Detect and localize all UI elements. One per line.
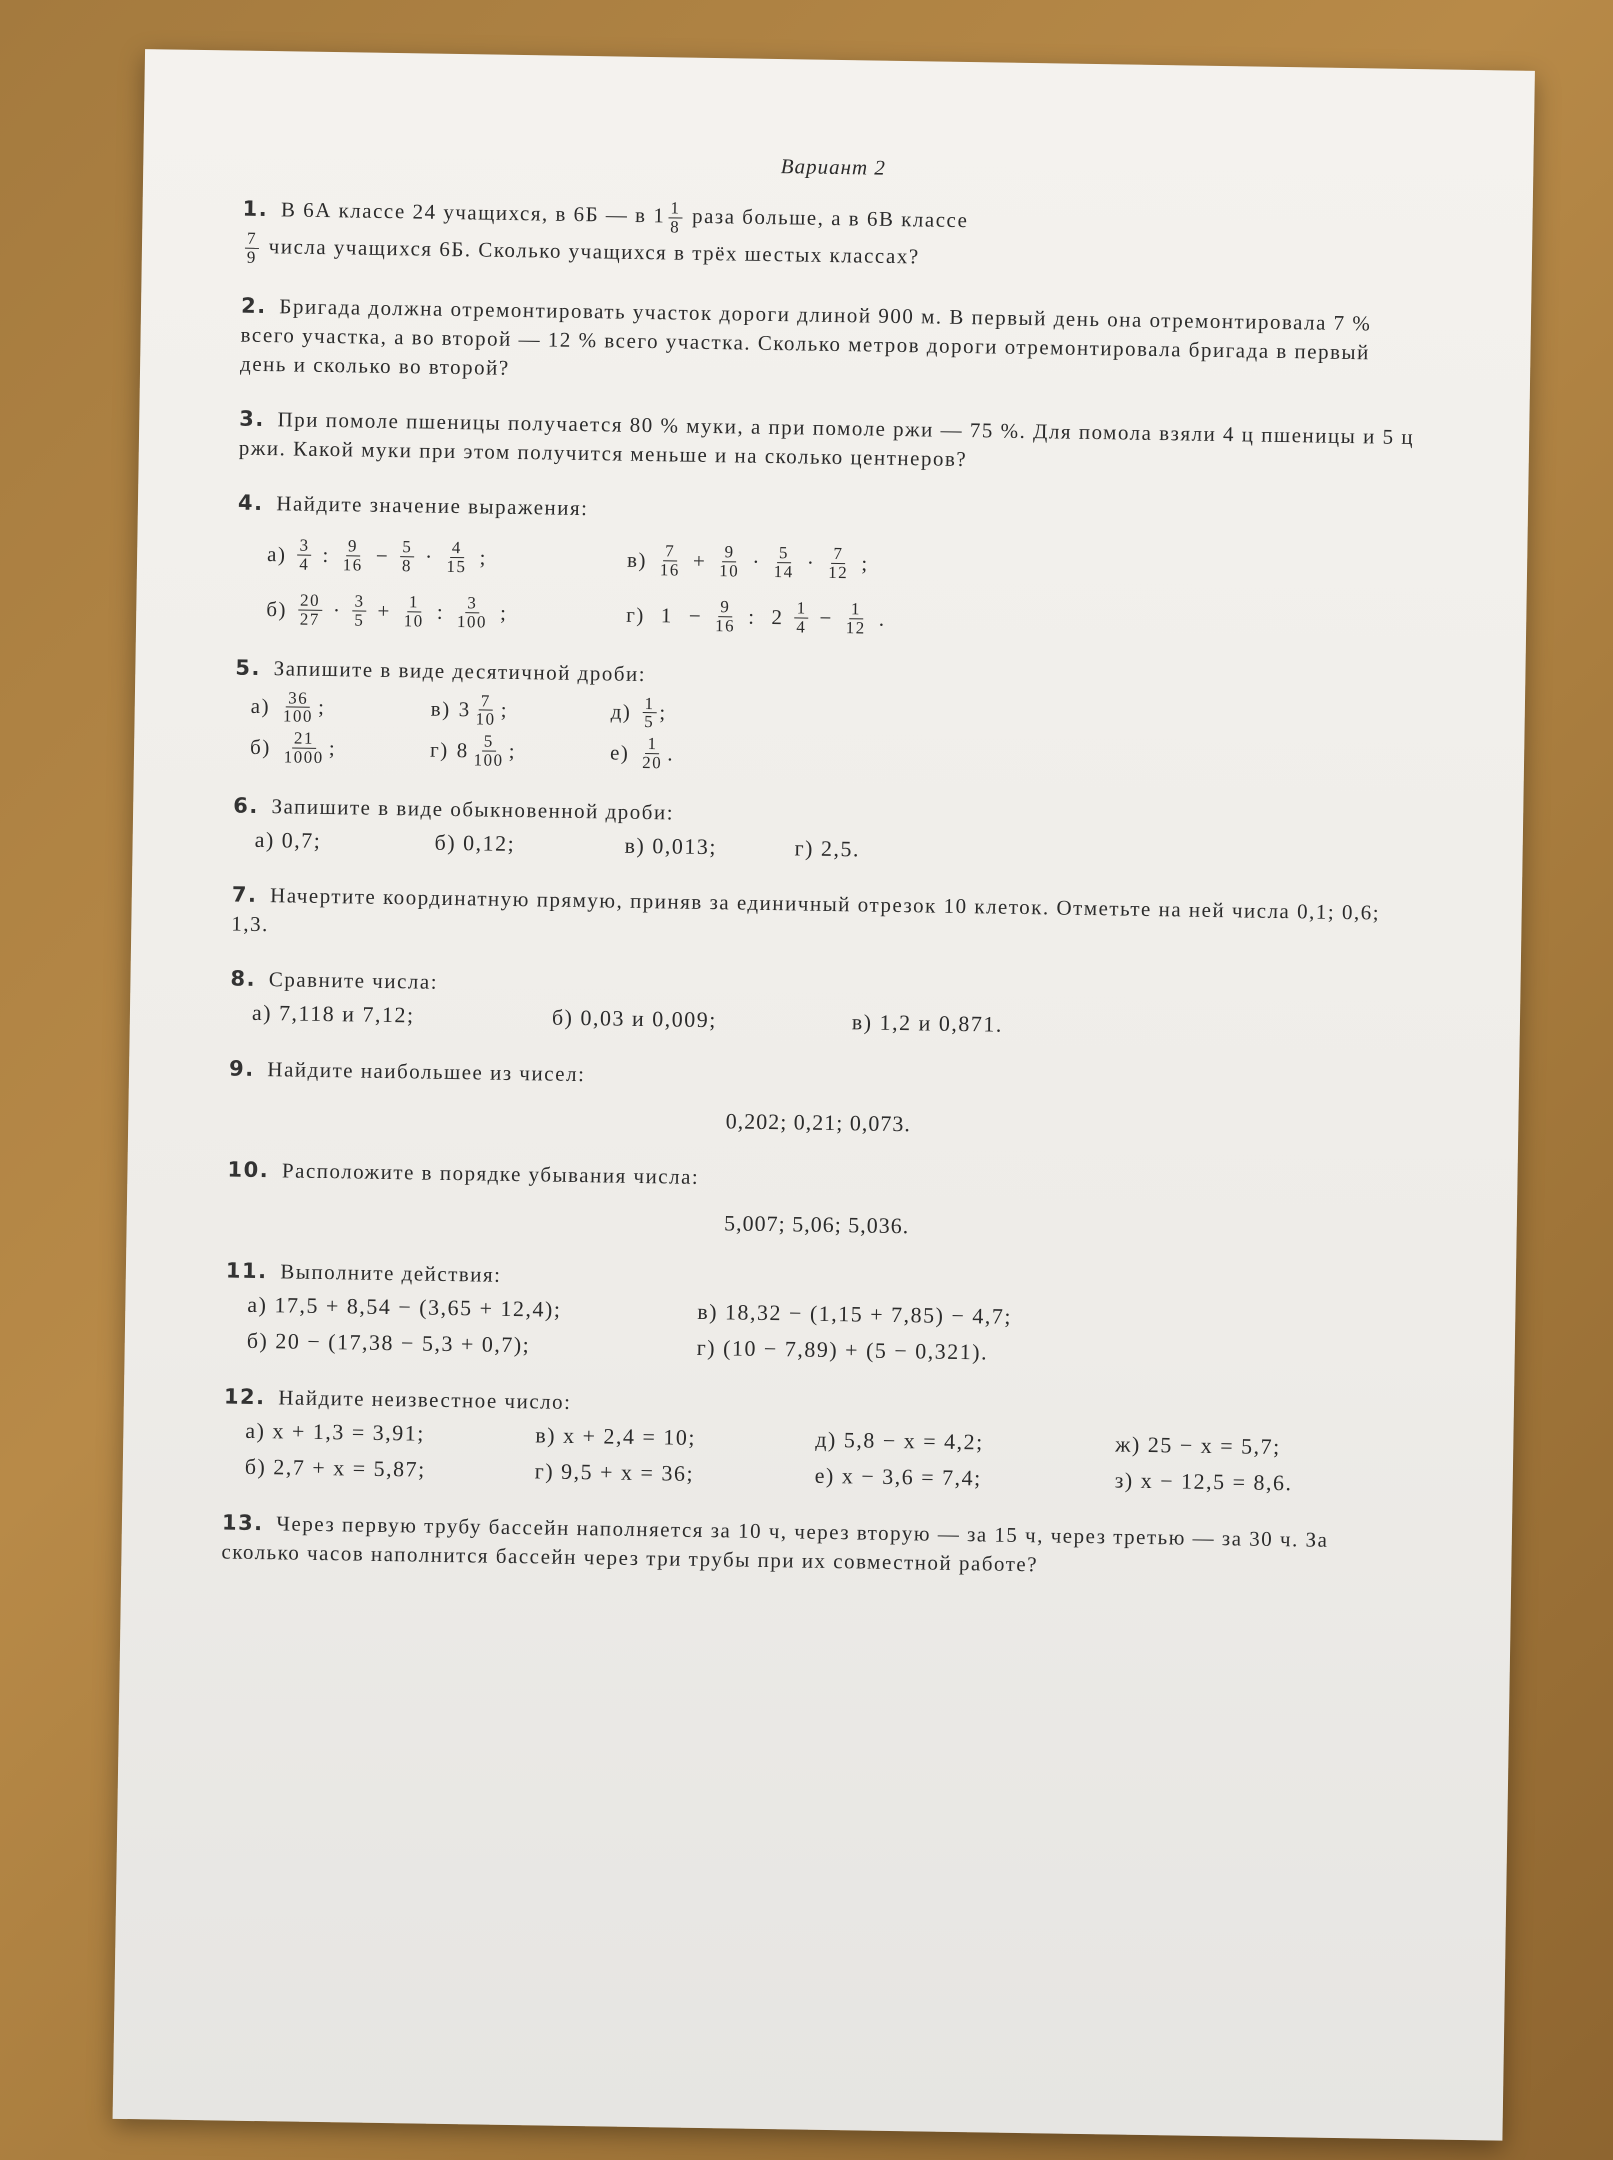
list-item: е) x − 3,6 = 7,4; (814, 1462, 982, 1491)
list-item: г) 8 $\frac{5}{100}$ ; (429, 731, 517, 770)
item-label: г) (626, 602, 646, 627)
fraction: $\frac{36}{100}$ (282, 687, 314, 727)
list-item: б) 0,03 и 0,009; (551, 1004, 718, 1033)
problem-6 (232, 791, 1413, 873)
problem-number: 12. (223, 1384, 266, 1409)
list-item: а) x + 1,3 = 3,91; (245, 1417, 426, 1446)
item-label: в) (626, 547, 648, 573)
fraction: $\frac{20}{27}$ (299, 590, 321, 629)
problem-13 (221, 1508, 1402, 1584)
expression-g: 1 − $\frac{9}{16}$ : 2 $\frac{1}{4}$ − $\frac{1}{12}$ . (660, 597, 886, 638)
problem-number: 4. (237, 490, 264, 516)
fraction: $\frac{9}{16}$ (342, 536, 363, 575)
fraction: $\frac{5}{14}$ (773, 543, 794, 582)
list-item: а) 17,5 + 8,54 − (3,65 + 12,4); (247, 1291, 562, 1322)
fraction: $\frac{1}{10}$ (403, 592, 424, 631)
problem-text: Бригада должна отремонтировать участок дороги длиной 900 м. В первый день она отремонтировала 7 % всего участка, а во второй — 12 % всего участка. Сколько метров дороги отремонтировала бригада в первый день и сколько во второй? (239, 294, 1372, 381)
problem-number: 8. (230, 966, 257, 992)
list-item: в) 1,2 и 0,871. (851, 1009, 1004, 1037)
list-item: е) $\frac{1}{20}$ . (609, 734, 675, 773)
fraction: $\frac{5}{8}$ (401, 537, 413, 576)
problem-9 (228, 1054, 1409, 1148)
item-label: б) (266, 596, 288, 622)
problem-7 (231, 881, 1412, 957)
problem-text: В 6А классе 24 учащихся, в 6Б — в (280, 197, 647, 228)
fraction: $\frac{3}{5}$ (354, 591, 365, 630)
problem-number: 9. (228, 1056, 255, 1081)
expression-v: $\frac{7}{16}$ + $\frac{9}{10}$ · $\frac{5}{14}$ · $\frac{7}{12}$ ; (659, 541, 869, 583)
problem-5 (234, 653, 1416, 784)
list-item: в) 3 $\frac{7}{10}$ ; (430, 690, 509, 730)
problem-number: 13. (221, 1510, 264, 1535)
problem-number: 2. (240, 293, 267, 319)
problem-number: 7. (231, 882, 258, 908)
variant-title: Вариант 2 (780, 154, 887, 180)
fraction: $\frac{1}{5}$ (644, 693, 655, 732)
problem-text: Начертите координатную прямую, приняв за единичный отрезок 10 клеток. Отметьте на ней числа 0,1; 0,6; 1,3. (231, 883, 1381, 937)
problem-number: 6. (233, 793, 259, 818)
paper-sheet (113, 49, 1535, 2141)
fraction: $\frac{3}{100}$ (456, 593, 488, 632)
problem-text: Запишите в виде десятичной дроби: (273, 655, 647, 686)
list-item: ж) 25 − x = 5,7; (1115, 1431, 1281, 1459)
fraction: $\frac{9}{10}$ (719, 542, 740, 581)
fraction: $\frac{1}{12}$ (845, 599, 866, 638)
fraction: $\frac{4}{15}$ (446, 538, 467, 577)
problem-2 (240, 292, 1421, 397)
problem-text: Расположите в порядке убывания числа: (281, 1158, 700, 1189)
list-item: д) $\frac{1}{5}$ ; (610, 693, 667, 732)
problem-text: Через первую трубу бассейн наполняется за 10 ч, через вторую — за 15 ч, через третью — за 30 ч. За сколько часов наполнится бассейн через три трубы при их совместной работе? (221, 1510, 1329, 1576)
item-label: а) (266, 542, 287, 567)
number-line: 5,007; 5,06; 5,036. (723, 1210, 910, 1239)
fraction: $\frac{21}{1000}$ (283, 728, 324, 768)
problem-12 (223, 1382, 1404, 1500)
problem-number: 5. (235, 655, 262, 680)
problem-text: Запишите в виде обыкновенной дроби: (271, 794, 675, 825)
list-item: б) 2,7 + x = 5,87; (244, 1453, 426, 1482)
list-item: г) 2,5. (794, 835, 861, 862)
fraction: $\frac{7}{9}$ (246, 228, 258, 267)
fraction: $\frac{1}{8}$ (670, 198, 681, 237)
list-item: г) 9,5 + x = 36; (534, 1458, 695, 1487)
expression-b: $\frac{20}{27}$ · $\frac{3}{5}$ + $\frac{1}{10}$ : $\frac{3}{100}$ ; (299, 590, 508, 632)
problem-number: 3. (239, 406, 266, 432)
problem-11 (225, 1257, 1406, 1375)
list-item: в) x + 2,4 = 10; (535, 1422, 697, 1450)
worksheet (221, 146, 1424, 1611)
fraction-list (250, 688, 1415, 784)
problem-8 (230, 965, 1411, 1047)
problem-4 (236, 489, 1418, 646)
problem-3 (239, 405, 1420, 481)
fraction: $\frac{3}{4}$ (299, 535, 310, 574)
list-item: в) 0,013; (624, 832, 718, 860)
expression-a: $\frac{3}{4}$ : $\frac{9}{16}$ − $\frac{5}{8}$ · $\frac{4}{15}$ ; (299, 535, 488, 577)
problem-number: 1. (242, 196, 269, 222)
fraction: $\frac{9}{16}$ (714, 597, 736, 636)
problem-text: Найдите наибольшее из чисел: (267, 1056, 586, 1086)
problem-text: раза больше, а в 6В классе (691, 203, 969, 233)
problem-text: Выполните действия: (280, 1259, 502, 1287)
problem-number: 11. (225, 1258, 268, 1284)
list-item: з) x − 12,5 = 8,6. (1114, 1467, 1293, 1496)
fraction: $\frac{7}{16}$ (659, 541, 681, 580)
list-item: а) 0,7; (254, 826, 322, 853)
problem-text: Сравните числа: (268, 967, 439, 994)
fraction: $\frac{1}{20}$ (642, 734, 663, 773)
problem-10 (227, 1155, 1408, 1249)
problem-number: 10. (227, 1157, 270, 1182)
problem-1 (242, 193, 1423, 285)
list-item: б) $\frac{21}{1000}$ ; (249, 728, 337, 768)
list-item: а) 7,118 и 7,12; (251, 1000, 415, 1028)
fraction: $\frac{7}{10}$ (475, 690, 496, 730)
problem-text: При помоле пшеницы получается 80 % муки, а при помоле ржи — 75 %. Для помола взяли 4 ц пшеницы и 5 ц ржи. Какой муки при этом получится меньше и на сколько центнеров? (238, 407, 1415, 472)
problem-text: Найдите неизвестное число: (278, 1385, 572, 1414)
list-item: б) 0,12; (434, 829, 516, 856)
fraction: $\frac{1}{4}$ (796, 598, 807, 637)
mixed-whole: 1 (653, 203, 666, 228)
list-item: г) (10 − 7,89) + (5 − 0,321). (696, 1335, 989, 1365)
list-item: а) $\frac{36}{100}$ ; (250, 687, 326, 727)
problem-text: числа учащихся 6Б. Сколько учащихся в трёх шестых классах? (268, 233, 920, 269)
problem-text: Найдите значение выражения: (276, 491, 589, 521)
number-line: 0,202; 0,21; 0,073. (725, 1108, 912, 1137)
list-item: б) 20 − (17,38 − 5,3 + 0,7); (246, 1328, 531, 1358)
fraction: $\frac{5}{100}$ (473, 731, 504, 770)
fraction: $\frac{7}{12}$ (828, 544, 849, 583)
list-item: в) 18,32 − (1,15 + 7,85) − 4,7; (697, 1299, 1013, 1329)
list-item: д) 5,8 − x = 4,2; (815, 1426, 984, 1455)
